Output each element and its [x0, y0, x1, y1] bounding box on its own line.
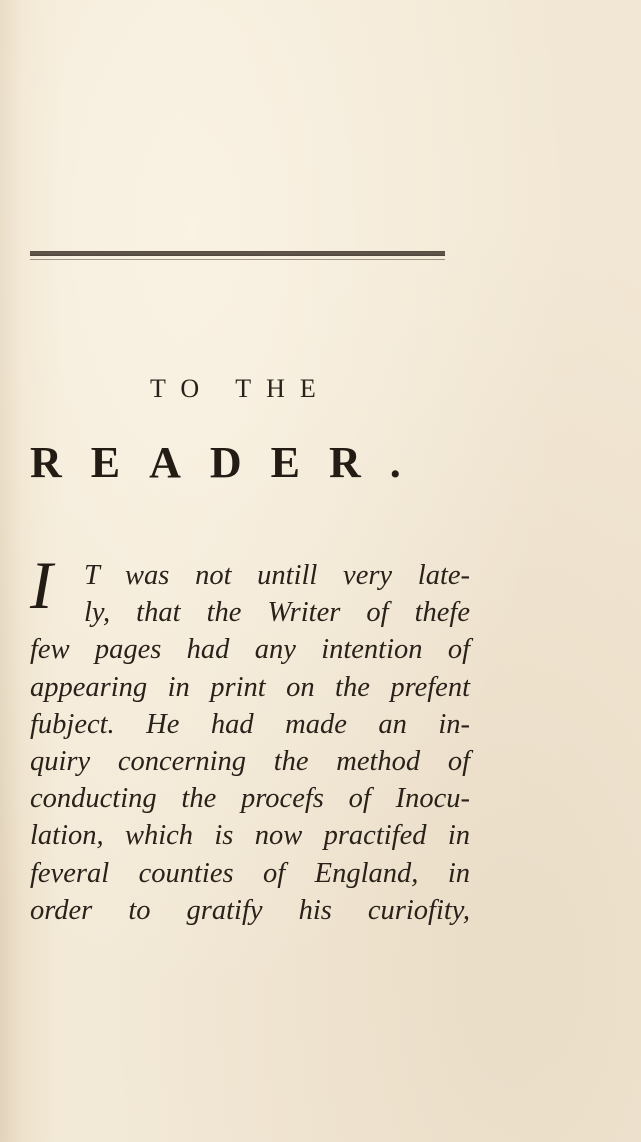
- text-line: ly, that the Writer of thefe: [84, 597, 470, 629]
- text-line: fubject. He had made an in-: [30, 708, 470, 740]
- text-line: lation, which is now practifed in: [30, 820, 470, 852]
- text-line: conducting the procefs of Inocu-: [30, 783, 470, 815]
- body-paragraph: [30, 557, 470, 929]
- text-line: appearing in print on the prefent: [30, 671, 470, 703]
- text-line: order to gratify his curiofity,: [30, 894, 470, 926]
- ornamental-rule-thin: [30, 259, 445, 260]
- text-line: feveral counties of England, in: [30, 857, 470, 889]
- heading-reader: READER.: [30, 438, 430, 487]
- ornamental-rule: [30, 251, 445, 256]
- text-line: quiry concerning the method of: [30, 745, 470, 777]
- text-line: few pages had any intention of: [30, 634, 470, 666]
- heading-to-the: TO THE: [150, 374, 331, 403]
- drop-cap-letter: I: [30, 547, 53, 623]
- text-line: T was not untill very late-: [84, 560, 470, 591]
